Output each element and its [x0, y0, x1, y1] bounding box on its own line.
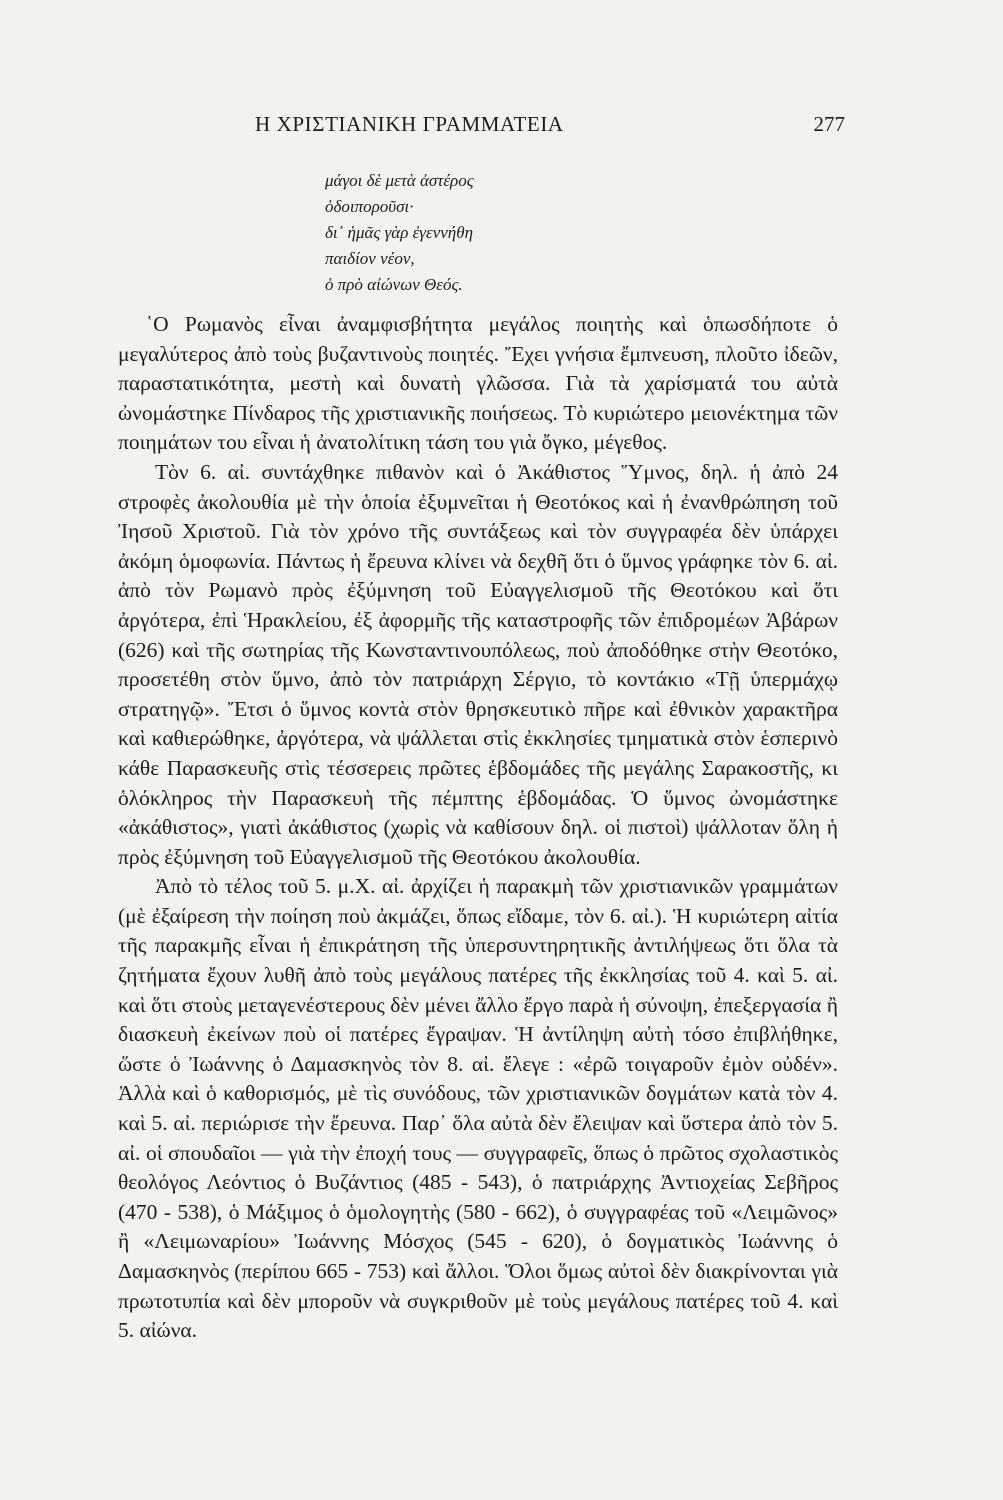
- page-number: 277: [813, 112, 845, 136]
- running-title: Η ΧΡΙΣΤΙΑΝΙΚΗ ΓΡΑΜΜΑΤΕΙΑ: [255, 112, 564, 136]
- paragraph-decline: Ἀπὸ τὸ τέλος τοῦ 5. μ.Χ. αἰ. ἀρχίζει ἡ παρακμὴ τῶν χριστιανικῶν γραμμάτων (μὲ ἐξαίρεση τὴν ποίηση ποὺ ἀκμάζει, ὅπως εἴδαμε, τὸν 6. αἰ.). Ἡ κυριώτερη αἰτία τῆς παρακμῆς εἶναι ἡ ἐπικράτηση τῆς ὑπερσυντηρητικῆς ἀντιλήψεως ὅτι ὅλα τὰ ζητήματα ἔχουν λυθῆ ἀπὸ τοὺς μεγάλους πατέρες τῆς ἐκκλησίας τοῦ 4. καὶ 5. αἰ. καὶ ὅτι στοὺς μεταγενέστερους δὲν μένει ἄλλο ἔργο παρὰ ἡ σύνοψη, ἐπεξεργασία ἢ διασκευὴ ἐκείνων ποὺ οἱ πατέρες ἔγραψαν. Ἡ ἀντίληψη αὐτὴ τόσο ἐπιβλήθηκε, ὥστε ὁ Ἰωάννης ὁ Δαμασκηνὸς τὸν 8. αἰ. ἔλεγε : «ἐρῶ τοιγαροῦν ἐμὸν οὐδέν». Ἀλλὰ καὶ ὁ καθορισμός, μὲ τὶς συνόδους, τῶν χριστιανικῶν δογμάτων κατὰ τὸν 4. καὶ 5. αἰ. περιώρισε τὴν ἔρευνα. Παρ᾿ ὅλα αὐτὰ δὲν ἔλειψαν καὶ ὕστερα ἀπὸ τὸν 5. αἰ. οἱ σπουδαῖοι — γιὰ τὴν ἐποχή τους — συγγραφεῖς, ὅπως ὁ πρῶτος σχολαστικὸς θεολόγος Λεόντιος ὁ Βυζάντιος (485 - 543), ὁ πατριάρχης Ἀντιοχείας Σεβῆρος (470 - 538), ὁ Μάξιμος ὁ ὁμολογητὴς (580 - 662), ὁ συγγραφέας τοῦ «Λειμῶνος» ἢ «Λειμωναρίου» Ἰωάννης Μόσχος (545 - 620), ὁ δογματικὸς Ἰωάννης ὁ Δαμασκηνὸς (περίπου 665 - 753) καὶ ἄλλοι. Ὅλοι ὅμως αὐτοὶ δὲν διακρίνονται γιὰ πρωτοτυπία καὶ δὲν μποροῦν νὰ συγκριθοῦν μὲ τοὺς μεγάλους πατέρες τοῦ 4. καὶ 5. αἰώνα.: [118, 874, 838, 1343]
- verse-line: παιδίον νέον,: [325, 249, 415, 268]
- verse-line: μάγοι δὲ μετὰ ἀστέρος: [325, 171, 474, 190]
- verse-line: ὁδοιποροῦσι·: [325, 197, 414, 216]
- running-head: [0, 112, 1003, 142]
- verse-line: ὁ πρὸ αἰώνων Θεός.: [325, 275, 463, 294]
- verse-quotation: [325, 168, 645, 298]
- verse-line: δι᾿ ἡμᾶς γὰρ ἐγεννήθη: [325, 223, 474, 242]
- paragraph-romanos: ῾Ο Ρωμανὸς εἶναι ἀναμφισβήτητα μεγάλος ποιητὴς καὶ ὁπωσδήποτε ὁ μεγαλύτερος ἀπὸ τοὺς βυζαντινοὺς ποιητές. Ἔχει γνήσια ἔμπνευση, πλοῦτο ἰδεῶν, παραστατικότητα, μεστὴ καὶ δυνατὴ γλῶσσα. Γιὰ τὰ χαρίσματά του αὐτὰ ὠνομάστηκε Πίνδαρος τῆς χριστιανικῆς ποιήσεως. Τὸ κυριώτερο μειονέκτημα τῶν ποιημάτων του εἶναι ἡ ἀνατολίτικη τάση του γιὰ ὄγκο, μέγεθος.: [118, 312, 838, 455]
- body-text: [118, 310, 838, 1346]
- paragraph-akathistos: Τὸν 6. αἰ. συντάχθηκε πιθανὸν καὶ ὁ Ἀκάθιστος Ὕμνος, δηλ. ἡ ἀπὸ 24 στροφὲς ἀκολουθία μὲ τὴν ὁποία ἐξυμνεῖται ἡ Θεοτόκος καὶ ἡ ἐνανθρώπηση τοῦ Ἰησοῦ Χριστοῦ. Γιὰ τὸν χρόνο τῆς συντάξεως καὶ τὸν συγγραφέα δὲν ὑπάρχει ἀκόμη ὁμοφωνία. Πάντως ἡ ἔρευνα κλίνει νὰ δεχθῆ ὅτι ὁ ὕμνος γράφηκε τὸν 6. αἰ. ἀπὸ τὸν Ρωμανὸ πρὸς ἐξύμνηση τοῦ Εὐαγγελισμοῦ τῆς Θεοτόκου καὶ ὅτι ἀργότερα, ἐπὶ Ἡρακλείου, ἐξ ἀφορμῆς τῆς καταστροφῆς τῶν ἐπιδρομέων Ἀβάρων (626) καὶ τῆς σωτηρίας τῆς Κωνσταντινουπόλεως, ποὺ ἀποδόθηκε στὴν Θεοτόκο, προσετέθη στὸν ὕμνο, ἀπὸ τὸν πατριάρχη Σέργιο, τὸ κοντάκιο «Τῇ ὑπερμάχῳ στρατηγῷ». Ἔτσι ὁ ὕμνος κοντὰ στὸν θρησκευτικὸ πῆρε καὶ ἐθνικὸν χαρακτῆρα καὶ καθιερώθηκε, ἀργότερα, νὰ ψάλλεται στὶς ἐκκλησίες τμηματικὰ στὸν ἑσπερινὸ κάθε Παρασκευῆς στὶς τέσσερεις πρῶτες ἑβδομάδες τῆς μεγάλης Σαρακοστῆς, κι ὁλόκληρος τὴν Παρασκευὴ τῆς πέμπτης ἑβδομάδας. Ὁ ὕμνος ὠνομάστηκε «ἀκάθιστος», γιατὶ ἀκάθιστος (χωρὶς νὰ καθίσουν δηλ. οἱ πιστοὶ) ψάλλοταν ὅλη ἡ πρὸς ἐξύμνηση τοῦ Εὐαγγελισμοῦ τῆς Θεοτόκου ἀκολουθία.: [118, 459, 838, 869]
